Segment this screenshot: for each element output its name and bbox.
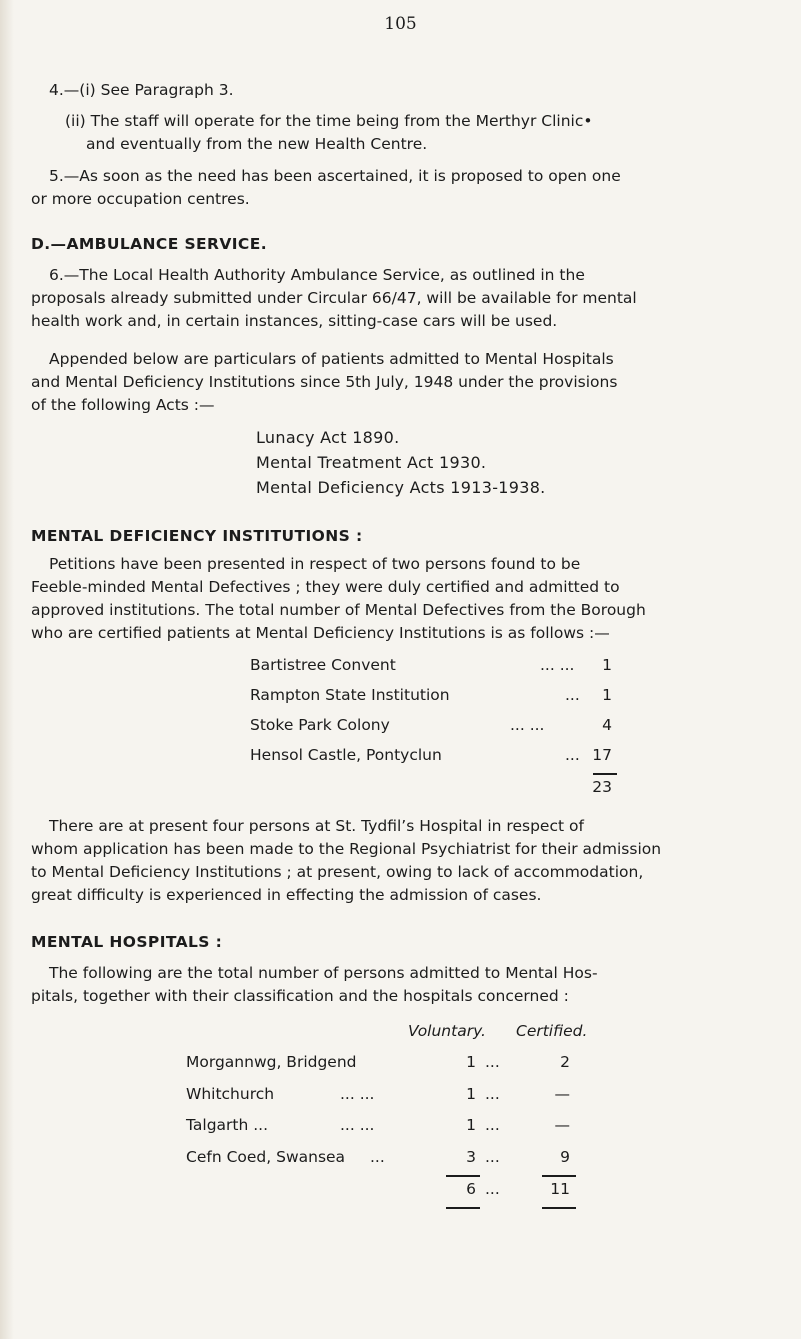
mh-heading: MENTAL HOSPITALS : xyxy=(31,933,223,951)
total-rule xyxy=(593,773,617,775)
mdi-row-value: 17 xyxy=(592,746,612,764)
para4-ii-line1: (ii) The staff will operate for the time being from the Merthyr Clinic• xyxy=(65,112,593,130)
mdi-note-line3: to Mental Deficiency Institutions ; at present, owing to lack of accommodation, xyxy=(31,863,644,881)
mh-total-certified: 11 xyxy=(550,1180,570,1198)
mh-row-certified: — xyxy=(554,1085,570,1103)
mh-total-voluntary: 6 xyxy=(466,1180,476,1198)
mdi-line3: approved institutions. The total number of Mental Defectives from the Borough xyxy=(31,601,646,619)
mdi-row-dots: ... xyxy=(565,746,580,764)
mh-row-voluntary: 1 xyxy=(466,1053,476,1071)
voluntary-total-rule xyxy=(446,1175,480,1177)
mdi-row-value: 1 xyxy=(602,686,612,704)
mh-line1: The following are the total number of persons admitted to Mental Hos- xyxy=(49,964,598,982)
certified-double-rule xyxy=(542,1207,576,1209)
act-mental-deficiency: Mental Deficiency Acts 1913-1938. xyxy=(256,478,546,497)
para4-i: 4.—(i) See Paragraph 3. xyxy=(49,81,234,99)
mdi-row-dots: ... ... xyxy=(540,656,575,674)
para4-ii-line2: and eventually from the new Health Centre. xyxy=(86,135,428,153)
mh-row-label: Whitchurch xyxy=(186,1085,275,1103)
col-voluntary: Voluntary. xyxy=(408,1022,486,1040)
para6-line3: health work and, in certain instances, sitting-case cars will be used. xyxy=(31,312,558,330)
mh-row-label: Morgannwg, Bridgend xyxy=(186,1053,357,1071)
appended-line2: and Mental Deficiency Institutions since 5th July, 1948 under the provisions xyxy=(31,373,618,391)
voluntary-double-rule xyxy=(446,1207,480,1209)
mh-row-dots: ... ... xyxy=(340,1116,375,1134)
mh-row-label: Talgarth ... xyxy=(186,1116,269,1134)
mh-total-sep: ... xyxy=(485,1180,500,1198)
mh-row-sep: ... xyxy=(485,1148,500,1166)
col-certified: Certified. xyxy=(516,1022,588,1040)
mh-row-certified: — xyxy=(554,1116,570,1134)
mdi-row-value: 1 xyxy=(602,656,612,674)
mdi-row-dots: ... xyxy=(565,686,580,704)
mh-row-voluntary: 1 xyxy=(466,1085,476,1103)
mdi-note-line4: great difficulty is experienced in effecting the admission of cases. xyxy=(31,886,542,904)
mh-row-voluntary: 3 xyxy=(466,1148,476,1166)
mh-row-certified: 9 xyxy=(560,1148,570,1166)
mh-row-dots: ... ... xyxy=(340,1085,375,1103)
mdi-note-line1: There are at present four persons at St. Tydfil’s Hospital in respect of xyxy=(49,817,584,835)
mdi-heading: MENTAL DEFICIENCY INSTITUTIONS : xyxy=(31,527,363,545)
mdi-total: 23 xyxy=(592,778,612,796)
appended-line1: Appended below are particulars of patients admitted to Mental Hospitals xyxy=(49,350,614,368)
para5-line1: 5.—As soon as the need has been ascertained, it is proposed to open one xyxy=(49,167,621,185)
mh-line2: pitals, together with their classification and the hospitals concerned : xyxy=(31,987,569,1005)
mdi-row-dots: ... ... xyxy=(510,716,545,734)
para5-line2: or more occupation centres. xyxy=(31,190,250,208)
mh-row-dots: ... xyxy=(370,1148,385,1166)
para6-line2: proposals already submitted under Circular 66/47, will be available for mental xyxy=(31,289,637,307)
mh-row-voluntary: 1 xyxy=(466,1116,476,1134)
act-lunacy: Lunacy Act 1890. xyxy=(256,428,400,447)
mdi-row-label: Bartistree Convent xyxy=(250,656,396,674)
mh-row-sep: ... xyxy=(485,1053,500,1071)
mdi-row-label: Rampton State Institution xyxy=(250,686,450,704)
ambulance-heading: D.—AMBULANCE SERVICE. xyxy=(31,235,267,253)
page-edge-shadow xyxy=(0,0,14,1339)
para6-line1: 6.—The Local Health Authority Ambulance Service, as outlined in the xyxy=(49,266,585,284)
certified-total-rule xyxy=(542,1175,576,1177)
mh-row-sep: ... xyxy=(485,1085,500,1103)
mdi-row-label: Hensol Castle, Pontyclun xyxy=(250,746,442,764)
mdi-note-line2: whom application has been made to the Regional Psychiatrist for their admission xyxy=(31,840,662,858)
mh-row-label: Cefn Coed, Swansea xyxy=(186,1148,346,1166)
mh-row-certified: 2 xyxy=(560,1053,570,1071)
mdi-line4: who are certified patients at Mental Deficiency Institutions is as follows :— xyxy=(31,624,610,642)
appended-line3: of the following Acts :— xyxy=(31,396,215,414)
act-mental-treatment: Mental Treatment Act 1930. xyxy=(256,453,487,472)
mdi-row-label: Stoke Park Colony xyxy=(250,716,390,734)
page-number: 105 xyxy=(384,14,417,34)
mdi-line1: Petitions have been presented in respect of two persons found to be xyxy=(49,555,581,573)
mdi-line2: Feeble-minded Mental Defectives ; they were duly certified and admitted to xyxy=(31,578,620,596)
mh-row-sep: ... xyxy=(485,1116,500,1134)
mdi-row-value: 4 xyxy=(602,716,612,734)
